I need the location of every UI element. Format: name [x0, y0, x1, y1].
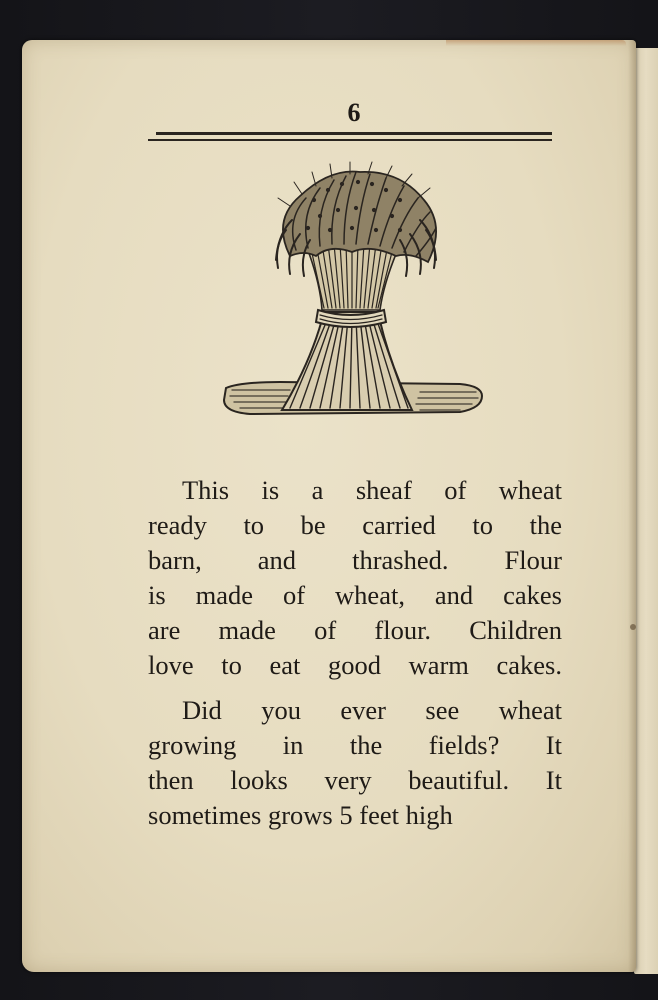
text-line: then looks very beautiful. It: [148, 765, 562, 795]
paragraph-1: [148, 473, 562, 683]
header-rule-thin: [148, 139, 552, 141]
text-line: barn, and thrashed. Flour: [148, 545, 562, 575]
next-page-edge: [634, 48, 658, 974]
text-line: love to eat good warm cakes.: [148, 650, 562, 680]
pin-mark: [630, 624, 636, 630]
header-rule: [148, 132, 552, 144]
wheat-sheaf-icon: [220, 160, 492, 435]
text-line: are made of flour. Children: [148, 615, 562, 645]
paragraph-gap: [148, 683, 562, 693]
paragraph-2: [148, 693, 562, 833]
header-rule-thick: [156, 132, 552, 135]
text-line: Did you ever see wheat: [182, 695, 562, 725]
page-text: [148, 473, 562, 833]
book-page: [22, 40, 636, 972]
text-line: This is a sheaf of wheat: [182, 475, 562, 505]
page-number: 6: [347, 98, 361, 127]
page-edge-stain: [446, 40, 626, 46]
text-line: sometimes grows 5 feet high: [148, 800, 453, 830]
text-line: growing in the fields? It: [148, 730, 562, 760]
text-line: ready to be carried to the: [148, 510, 562, 540]
text-line: is made of wheat, and cakes: [148, 580, 562, 610]
